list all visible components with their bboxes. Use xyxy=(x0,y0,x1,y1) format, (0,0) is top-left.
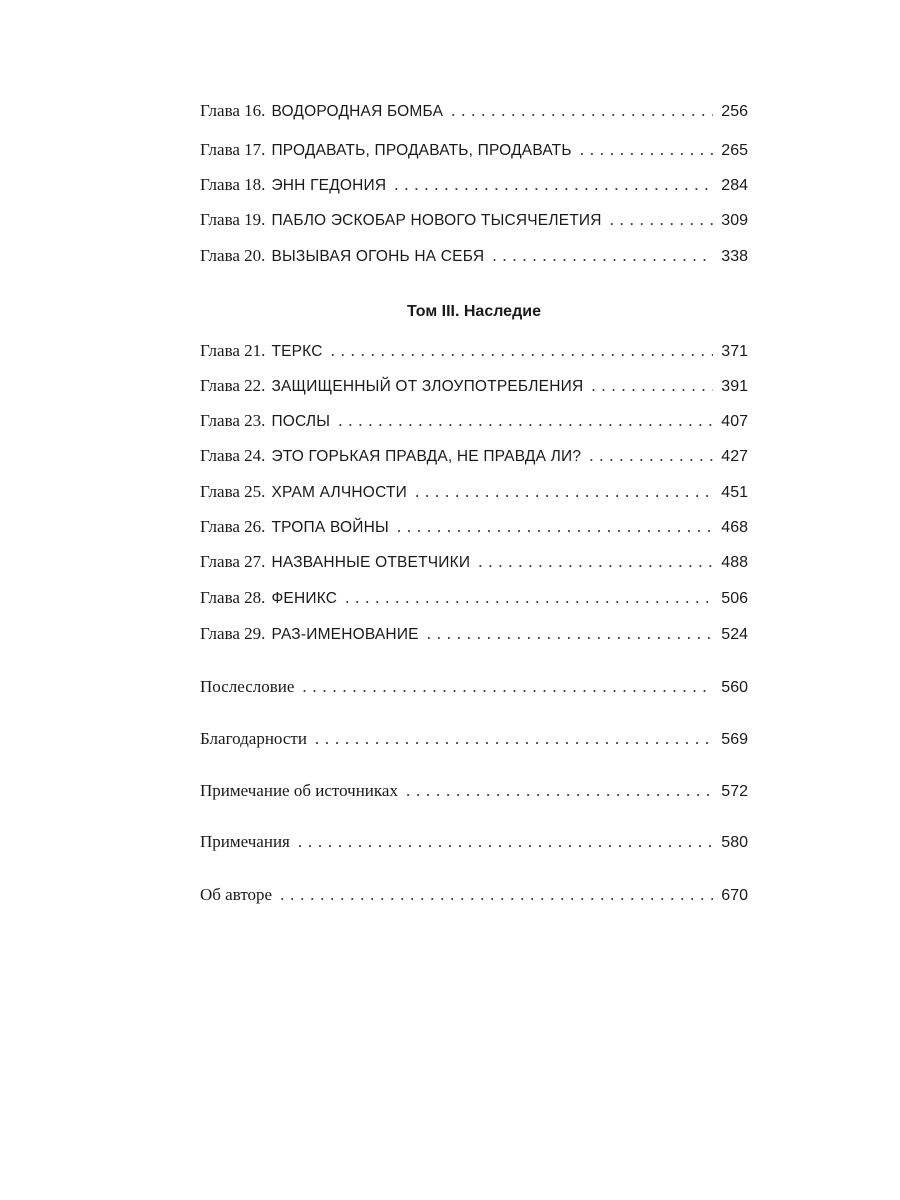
toc-entry-chapter-27 xyxy=(200,548,748,576)
dot-leader xyxy=(394,171,713,199)
page-number: 506 xyxy=(721,590,748,607)
dot-leader xyxy=(492,242,713,270)
dot-leader xyxy=(580,136,714,164)
chapter-title: ЭНН ГЕДОНИЯ xyxy=(271,177,387,194)
chapter-title: ТРОПА ВОЙНЫ xyxy=(271,519,389,536)
dot-leader xyxy=(415,478,713,506)
page-number: 371 xyxy=(721,343,748,360)
page-number: 560 xyxy=(721,679,748,696)
entry-title: Примечание об источниках xyxy=(200,781,398,800)
chapter-number: Глава 24. xyxy=(200,446,266,465)
chapter-number: Глава 21. xyxy=(200,341,266,360)
page-number: 427 xyxy=(721,448,748,465)
entry-title: Благодарности xyxy=(200,729,307,748)
chapter-title: ЗАЩИЩЕННЫЙ ОТ ЗЛОУПОТРЕБЛЕНИЯ xyxy=(271,378,584,395)
toc-entry-chapter-26 xyxy=(200,513,748,541)
dot-leader xyxy=(315,725,713,753)
dot-leader xyxy=(451,97,713,125)
page-number: 309 xyxy=(721,212,748,229)
chapter-number: Глава 16. xyxy=(200,101,266,120)
chapter-number: Глава 29. xyxy=(200,624,266,643)
toc-entry-chapter-19 xyxy=(200,206,748,234)
page-number: 338 xyxy=(721,248,748,265)
page-number: 391 xyxy=(721,378,748,395)
chapter-title: ЭТО ГОРЬКАЯ ПРАВДА, НЕ ПРАВДА ЛИ? xyxy=(271,448,582,465)
chapter-number: Глава 22. xyxy=(200,376,266,395)
dot-leader xyxy=(280,881,713,909)
entry-title: Примечания xyxy=(200,832,290,851)
dot-leader xyxy=(397,513,713,541)
chapter-number: Глава 18. xyxy=(200,175,266,194)
entry-title: Послесловие xyxy=(200,677,295,696)
page-number: 256 xyxy=(721,103,748,120)
toc-entry-notes xyxy=(200,828,748,856)
chapter-number: Глава 17. xyxy=(200,140,266,159)
dot-leader xyxy=(331,337,714,365)
page-number: 569 xyxy=(721,731,748,748)
toc-entry-chapter-16 xyxy=(200,97,748,125)
dot-leader xyxy=(427,620,714,648)
dot-leader xyxy=(591,372,713,400)
chapter-number: Глава 26. xyxy=(200,517,266,536)
dot-leader xyxy=(406,777,713,805)
section-heading: Том III. Наследие xyxy=(407,303,541,320)
toc-entry-chapter-17 xyxy=(200,136,748,164)
chapter-title: ПРОДАВАТЬ, ПРОДАВАТЬ, ПРОДАВАТЬ xyxy=(271,142,572,159)
dot-leader xyxy=(338,407,713,435)
chapter-title: ВЫЗЫВАЯ ОГОНЬ НА СЕБЯ xyxy=(271,248,485,265)
page-number: 572 xyxy=(721,783,748,800)
chapter-title: ФЕНИКС xyxy=(271,590,338,607)
page-number: 524 xyxy=(721,626,748,643)
chapter-number: Глава 23. xyxy=(200,411,266,430)
toc-entry-chapter-20 xyxy=(200,242,748,270)
chapter-title: ВОДОРОДНАЯ БОМБА xyxy=(271,103,444,120)
toc-entry-chapter-18 xyxy=(200,171,748,199)
chapter-title: ПОСЛЫ xyxy=(271,413,331,430)
dot-leader xyxy=(589,442,713,470)
page-number: 451 xyxy=(721,484,748,501)
page-number: 488 xyxy=(721,554,748,571)
dot-leader xyxy=(478,548,713,576)
chapter-title: НАЗВАННЫЕ ОТВЕТЧИКИ xyxy=(271,554,471,571)
toc-entry-note-on-sources xyxy=(200,777,748,805)
toc-entry-chapter-24 xyxy=(200,442,748,470)
chapter-number: Глава 20. xyxy=(200,246,266,265)
page-number: 580 xyxy=(721,834,748,851)
toc-entry-chapter-28 xyxy=(200,584,748,612)
chapter-title: РАЗ-ИМЕНОВАНИЕ xyxy=(271,626,419,643)
chapter-title: ПАБЛО ЭСКОБАР НОВОГО ТЫСЯЧЕЛЕТИЯ xyxy=(271,212,602,229)
page-number: 670 xyxy=(721,887,748,904)
toc-entry-chapter-21 xyxy=(200,337,748,365)
dot-leader xyxy=(298,828,713,856)
chapter-title: ХРАМ АЛЧНОСТИ xyxy=(271,484,407,501)
toc-entry-chapter-29 xyxy=(200,620,748,648)
chapter-number: Глава 19. xyxy=(200,210,266,229)
chapter-number: Глава 25. xyxy=(200,482,266,501)
page-number: 468 xyxy=(721,519,748,536)
page-number: 284 xyxy=(721,177,748,194)
entry-title: Об авторе xyxy=(200,885,273,904)
dot-leader xyxy=(610,206,714,234)
chapter-title: ТЕРКС xyxy=(271,343,323,360)
chapter-number: Глава 27. xyxy=(200,552,266,571)
dot-leader xyxy=(302,673,713,701)
dot-leader xyxy=(345,584,713,612)
chapter-number: Глава 28. xyxy=(200,588,266,607)
toc-entry-about-author xyxy=(200,881,748,909)
toc-entry-chapter-23 xyxy=(200,407,748,435)
toc-entry-chapter-25 xyxy=(200,478,748,506)
toc-entry-acknowledgements xyxy=(200,725,748,753)
toc-entry-chapter-22 xyxy=(200,372,748,400)
page-number: 265 xyxy=(721,142,748,159)
toc-entry-afterword xyxy=(200,673,748,701)
page-number: 407 xyxy=(721,413,748,430)
